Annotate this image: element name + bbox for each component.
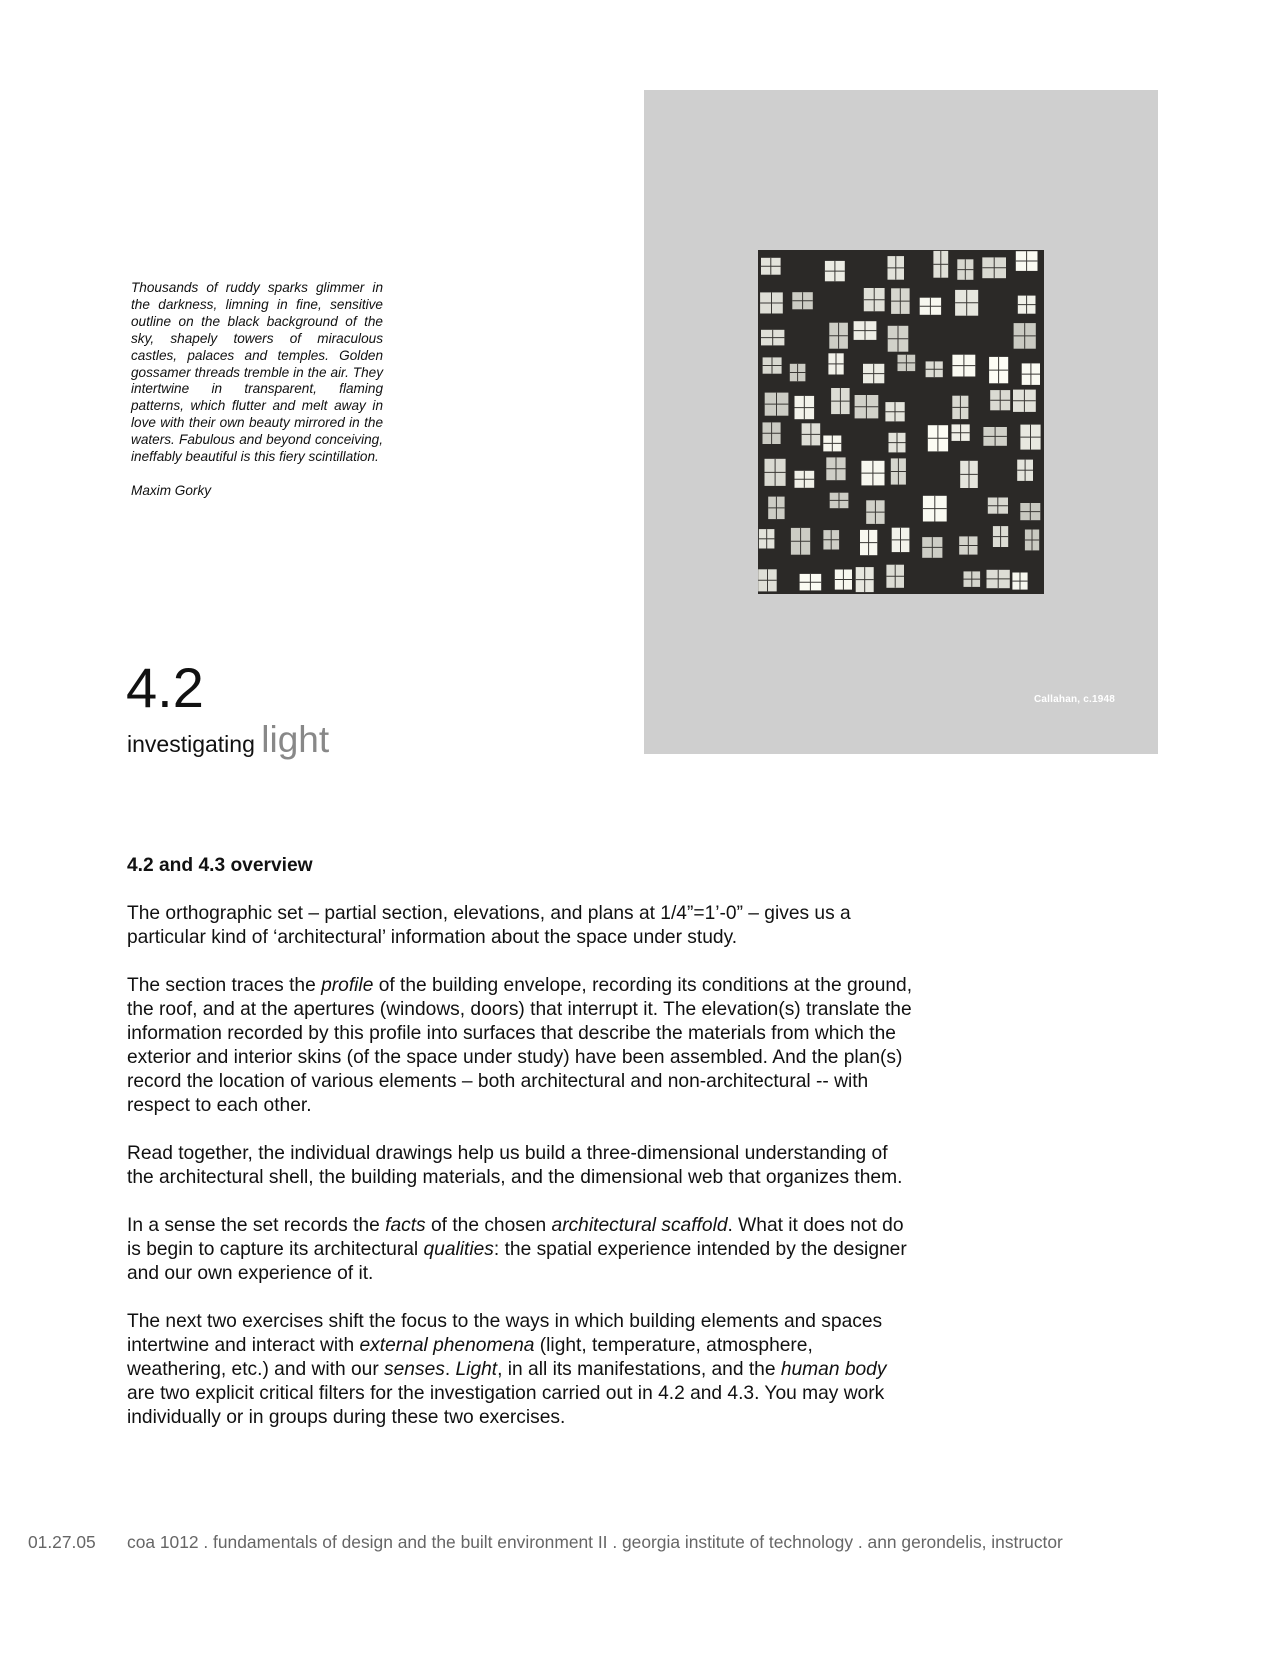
section-title-highlight: light [261,719,330,760]
photo-credit: Callahan, c.1948 [1034,694,1116,705]
p4-emphasis-facts: facts [385,1215,426,1236]
epigraph-quote [131,280,383,500]
overview-paragraph-5 [127,1310,917,1430]
footer-course-info: coa 1012 . fundamentals of design and the built environment II . georgia institute of technology . ann gerondelis, instructor [127,1532,1063,1552]
epigraph-text: Thousands of ruddy sparks glimmer in the darkness, limning in fine, sensitive outline on the black background of the sky, shapely towers of miraculous castles, palaces and temples. Golden gossamer threads tremble in the air. They intertwine in transparent, flaming patterns, which flutter and melt away in love with their own beauty mirrored in the waters. Fabulous and beyond conceiving, ineffably beautiful is this fiery scintillation. [131,280,383,465]
p5-emphasis-light: Light [455,1359,498,1380]
p5-text-a: The next two exercises shift the focus to the ways in which building elements and spaces intertwine and interact with [127,1311,883,1356]
p4-text-a: In a sense the set records the [127,1215,386,1236]
p4-text-c: . What it does not do is begin to capture its architectural [127,1215,904,1260]
p2-text-b: of the building envelope, recording its conditions at the ground, the roof, and at the apertures (windows, doors) that interrupt it. The elevation(s) translate the information recorded by this profile into surfaces that describe the materials from which the exterior and interior skins (of the space under study) have been assembled. And the plan(s) record the location of various elements – both architectural and non-architectural -- with respect to each other. [127,975,913,1116]
p4-emphasis-qualities: qualities [423,1239,494,1260]
p5-text-d: , in all its manifestations, and the [497,1359,781,1380]
overview-body [127,854,917,1454]
figure-panel [644,90,1158,754]
p2-text-a: The section traces the [127,975,322,996]
epigraph-author: Maxim Gorky [131,482,212,498]
p5-emphasis-human-body: human body [780,1359,887,1380]
overview-heading: 4.2 and 4.3 overview [127,855,313,876]
footer-date: 01.27.05 [28,1532,96,1552]
windows-photo-drawing [758,250,1044,594]
overview-paragraph-1: The orthographic set – partial section, elevations, and plans at 1/4”=1’-0” – gives us a particular kind of ‘architectural’ information about the space under study. [127,903,851,948]
p5-emphasis-phenomena: external phenomena [359,1335,535,1356]
overview-paragraph-2 [127,974,917,1118]
p2-emphasis-profile: profile [321,975,374,996]
section-title [127,720,329,764]
p4-emphasis-scaffold: architectural scaffold [551,1215,728,1236]
overview-paragraph-3: Read together, the individual drawings help us build a three-dimensional understanding of the architectural shell, the building materials, and the dimensional web that organizes them. [127,1143,903,1188]
section-title-word: investigating [127,731,255,757]
overview-paragraph-4 [127,1214,917,1286]
p5-text-e: are two explicit critical filters for the investigation carried out in 4.2 and 4.3. You may work individually or in groups during these two exercises. [127,1383,885,1428]
building-windows-photo [758,250,1044,594]
p5-text-c: . [444,1359,456,1380]
section-number: 4.2 [126,656,204,719]
p5-emphasis-senses: senses [384,1359,445,1380]
p4-text-d: : the spatial experience intended by the designer and our own experience of it. [127,1239,907,1284]
p5-text-b: (light, temperature, atmosphere, weathering, etc.) and with our [127,1335,813,1380]
p4-text-b: of the chosen [425,1215,552,1236]
